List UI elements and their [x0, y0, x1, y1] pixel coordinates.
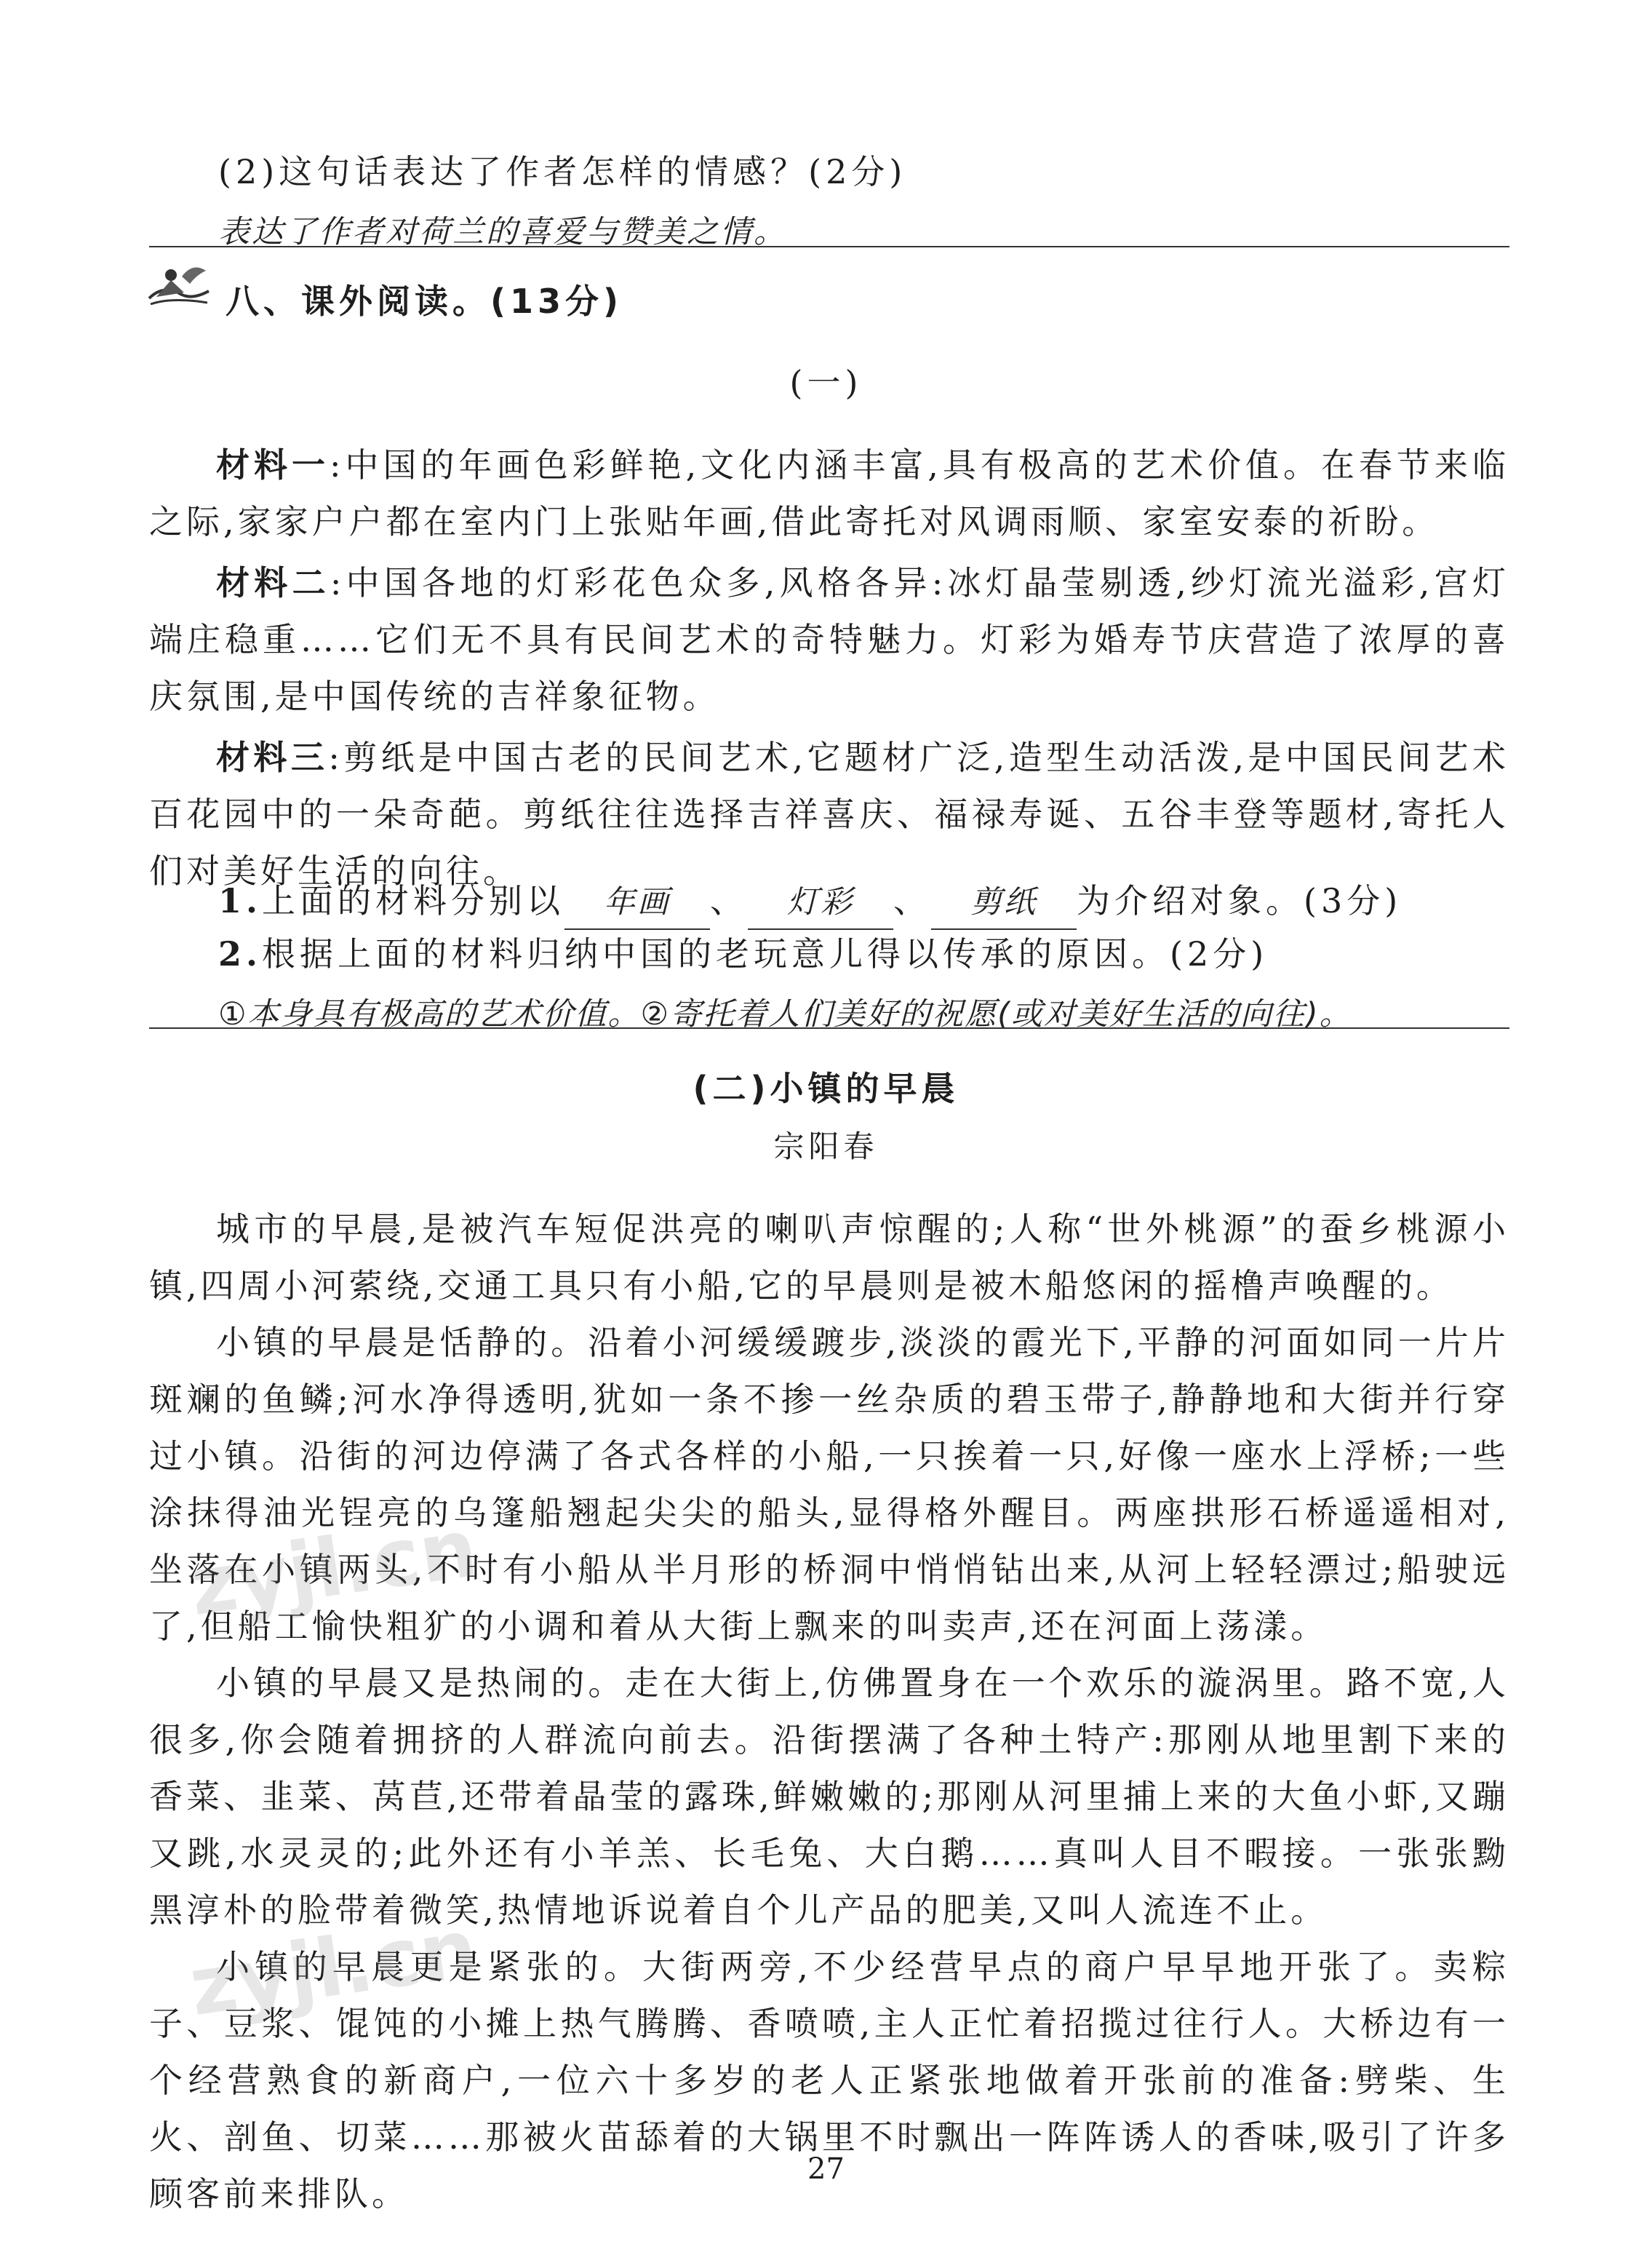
material-3-label: 材料三: [216, 738, 329, 777]
material-2: [149, 554, 1509, 725]
question-1-number: 1.: [218, 881, 263, 920]
materials-block: [149, 437, 1509, 904]
question-2-prompt: (2)这句话表达了作者怎样的情感？(2分): [218, 152, 907, 191]
separator-1: 、: [710, 881, 749, 920]
passage-paragraph-1: 城市的早晨,是被汽车短促洪亮的喇叭声惊醒的;人称“世外桃源”的蚕乡桃源小镇,四周小河萦绕,交通工具只有小船,它的早晨则是被木船悠闲的摇橹声唤醒的。: [149, 1209, 1509, 1305]
question-1-suffix: 为介绍对象。(3分): [1077, 881, 1402, 920]
passage-paragraph-3: 小镇的早晨又是热闹的。走在大街上,仿佛置身在一个欢乐的漩涡里。路不宽,人很多,你会随着拥挤的人群流向前去。沿街摆满了各种土特产:那刚从地里割下来的香菜、韭菜、莴苣,还带着晶莹的露珠,鲜嫩嫩的;那刚从河里捕上来的大鱼小虾,又蹦又跳,水灵灵的;此外还有小羊羔、长毛兔、大白鹅……真叫人目不暇接。一张张黝黑淳朴的脸带着微笑,热情地诉说着自个儿产品的肥美,又叫人流连不止。: [149, 1663, 1509, 1930]
question-2-answer: 表达了作者对荷兰的喜爱与赞美之情。: [218, 214, 787, 250]
separator-2: 、: [893, 881, 932, 920]
section-heading: 八、课外阅读。(13分): [226, 282, 623, 321]
material-3: [149, 729, 1509, 899]
reading-icon: [142, 255, 215, 313]
question-2-answer-text: ①本身具有极高的艺术价值。②寄托着人们美好的祝愿(或对美好生活的向往)。: [218, 996, 1352, 1033]
material-3-text: :剪纸是中国古老的民间艺术,它题材广泛,造型生动活泼,是中国民间艺术百花园中的一朵奇葩。剪纸往往选择吉祥喜庆、福禄寿诞、五谷丰登等题材,寄托人们对美好生活的向往。: [149, 738, 1509, 891]
question-2: [218, 928, 1268, 980]
passage-paragraph-2: 小镇的早晨是恬静的。沿着小河缓缓踱步,淡淡的霞光下,平静的河面如同一片片斑斓的鱼鳞;河水净得透明,犹如一条不掺一丝杂质的碧玉带子,静静地和大街并行穿过小镇。沿街的河边停满了各式各样的小船,一只挨着一只,好像一座水上浮桥;一些涂抹得油光锃亮的乌篷船翘起尖尖的船头,显得格外醒目。两座拱形石桥遥遥相对,坐落在小镇两头,不时有小船从半月形的桥洞中悄悄钻出来,从河上轻轻漂过;船驶远了,但船工愉快粗犷的小调和着从大街上飘来的叫卖声,还在河面上荡漾。: [149, 1323, 1509, 1646]
blank-3[interactable]: 剪纸: [931, 876, 1077, 930]
answer-line-2: [149, 1027, 1509, 1029]
question-2-text: 根据上面的材料归纳中国的老玩意儿得以传承的原因。(2分): [262, 934, 1269, 974]
blank-1[interactable]: 年画: [564, 876, 710, 930]
passage: [149, 1201, 1509, 2222]
part2-author: 宗阳春: [773, 1129, 879, 1164]
blank-2[interactable]: 灯彩: [748, 876, 893, 930]
watermark-1: zyjl.cn: [184, 1501, 483, 1634]
page-number: 27: [807, 2152, 845, 2186]
passage-paragraph-4: 小镇的早晨更是紧张的。大街两旁,不少经营早点的商户早早地开张了。卖粽子、豆浆、馄饨的小摊上热气腾腾、香喷喷,主人正忙着招揽过往行人。大桥边有一个经营熟食的新商户,一位六十多岁的老人正紧张地做着开张前的准备:劈柴、生火、剖鱼、切菜……那被火苗舔着的大锅里不时飘出一阵阵诱人的香味,吸引了许多顾客前来排队。: [149, 1947, 1509, 2213]
material-1-text: :中国的年画色彩鲜艳,文化内涵丰富,具有极高的艺术价值。在春节来临之际,家家户户都在室内门上张贴年画,借此寄托对风调雨顺、家室安泰的祈盼。: [149, 445, 1510, 541]
watermark-2: zyjl.cn: [184, 1901, 483, 2034]
material-1: [149, 437, 1509, 550]
part1-title: (一): [789, 363, 863, 402]
question-2-number: 2.: [218, 934, 263, 974]
question-1: [218, 875, 1402, 930]
material-2-label: 材料二: [216, 563, 330, 602]
part2-title: (二)小镇的早晨: [693, 1069, 959, 1108]
material-2-text: :中国各地的灯彩花色众多,风格各异:冰灯晶莹剔透,纱灯流光溢彩,宫灯端庄稳重……它们无不具有民间艺术的奇特魅力。灯彩为婚寿节庆营造了浓厚的喜庆氛围,是中国传统的吉祥象征物。: [149, 563, 1509, 716]
material-1-label: 材料一: [216, 445, 330, 485]
question-1-prefix: 上面的材料分别以: [262, 881, 565, 920]
answer-line: [149, 246, 1509, 247]
